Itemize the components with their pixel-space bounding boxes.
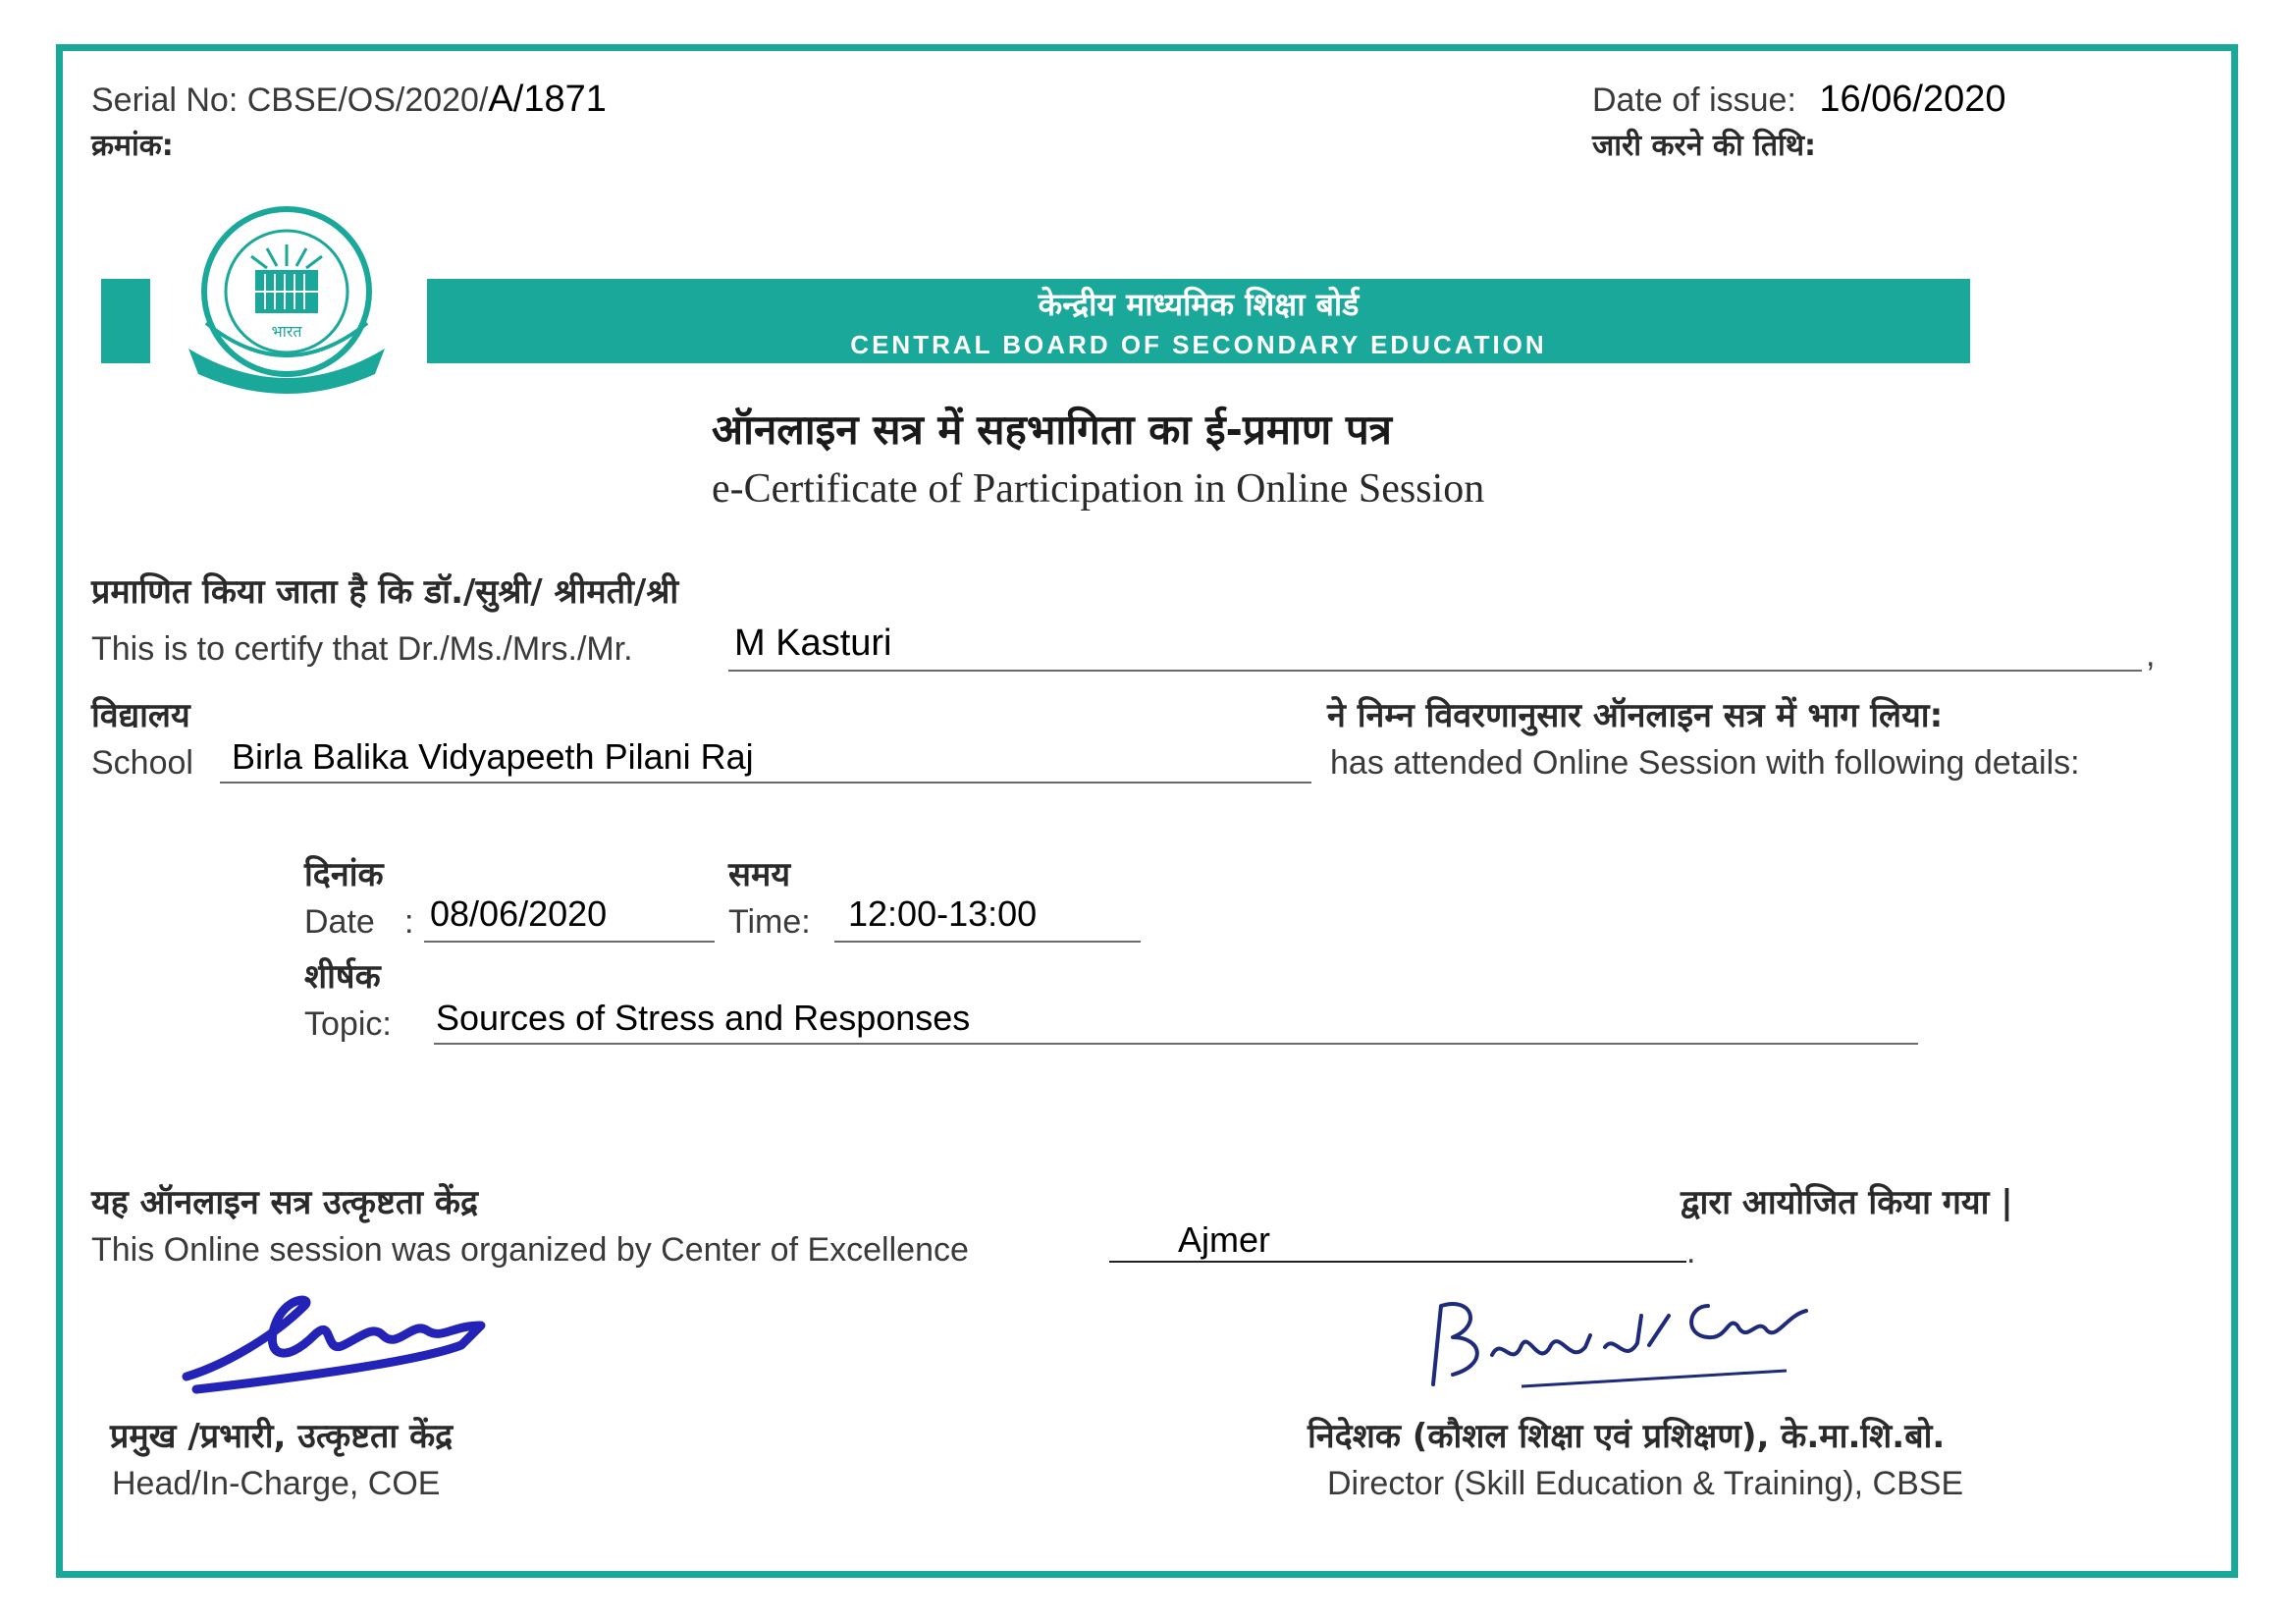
coe-underline (1109, 1261, 1686, 1263)
certificate-title-english: e-Certificate of Participation in Online Session (712, 466, 1485, 512)
topic-label-hindi: शीर्षक (304, 957, 381, 997)
topic-value: Sources of Stress and Responses (436, 998, 971, 1038)
session-time-value: 12:00-13:00 (848, 893, 1038, 934)
board-banner (427, 279, 1970, 363)
session-date-colon: : (404, 903, 414, 941)
participant-name: M Kasturi (734, 622, 892, 664)
school-value: Birla Balika Vidyapeeth Pilani Raj (232, 736, 754, 777)
serial-label-hindi: क्रमांक: (91, 129, 174, 163)
left-signatory-title-hindi: प्रमुख /प्रभारी, उत्कृष्टता केंद्र (110, 1417, 454, 1456)
organized-text-hindi: यह ऑनलाइन सत्र उत्कृष्टता केंद्र (91, 1183, 479, 1222)
cbse-emblem (169, 201, 404, 398)
right-signature (1414, 1276, 1845, 1404)
board-name-hindi: केन्द्रीय माध्यमिक शिक्षा बोर्ड (1038, 286, 1360, 323)
right-signatory-title-english: Director (Skill Education & Training), CBSE (1327, 1465, 1964, 1502)
coe-period: . (1686, 1233, 1696, 1271)
organized-text-english: This Online session was organized by Center of Excellence (91, 1231, 969, 1269)
participant-name-underline (728, 670, 2142, 672)
session-time-label: Time: (728, 903, 811, 941)
serial-number (91, 79, 607, 121)
attended-text-hindi: ने निम्न विवरणानुसार ऑनलाइन सत्र में भाग लिया: (1327, 696, 1944, 735)
topic-underline (434, 1043, 1918, 1045)
serial-value: A/1871 (488, 79, 607, 120)
date-of-issue (1592, 79, 2006, 121)
date-of-issue-label-hindi: जारी करने की तिथि: (1592, 129, 1816, 163)
school-underline (220, 782, 1311, 784)
date-of-issue-value: 16/06/2020 (1819, 79, 2006, 120)
topic-label: Topic: (304, 1005, 392, 1043)
certificate-title-hindi: ऑनलाइन सत्र में सहभागिता का ई-प्रमाण पत्र (712, 406, 1392, 454)
emblem-text: भारत (271, 322, 302, 341)
session-date-underline (424, 941, 715, 943)
participant-name-comma: , (2146, 636, 2156, 674)
left-signatory-title-english: Head/In-Charge, COE (112, 1465, 441, 1502)
session-date-label: Date (304, 903, 375, 941)
session-date-value: 08/06/2020 (430, 893, 608, 934)
session-time-underline (834, 941, 1141, 943)
school-label-hindi: विद्यालय (91, 696, 190, 735)
session-date-label-hindi: दिनांक (304, 855, 384, 894)
organized-text-hindi-right: द्वारा आयोजित किया गया | (1681, 1183, 2013, 1222)
date-of-issue-label: Date of issue: (1592, 81, 1796, 119)
right-signatory-title-hindi: निदेशक (कौशल शिक्षा एवं प्रशिक्षण), के.मा.शि.बो. (1308, 1417, 1946, 1456)
school-label-english: School (91, 744, 193, 782)
board-name-english: CENTRAL BOARD OF SECONDARY EDUCATION (850, 330, 1547, 359)
session-time-label-hindi: समय (728, 855, 791, 894)
left-signature (167, 1267, 501, 1404)
serial-label: Serial No: CBSE/OS/2020/ (91, 81, 489, 119)
banner-left-bar (101, 279, 150, 363)
certify-text-hindi: प्रमाणित किया जाता है कि डॉ./सुश्री/ श्रीमती/श्री (91, 572, 679, 612)
certify-text-english: This is to certify that Dr./Ms./Mrs./Mr. (91, 630, 633, 668)
attended-text-english: has attended Online Session with following details: (1330, 744, 2080, 782)
coe-value: Ajmer (1178, 1219, 1271, 1260)
